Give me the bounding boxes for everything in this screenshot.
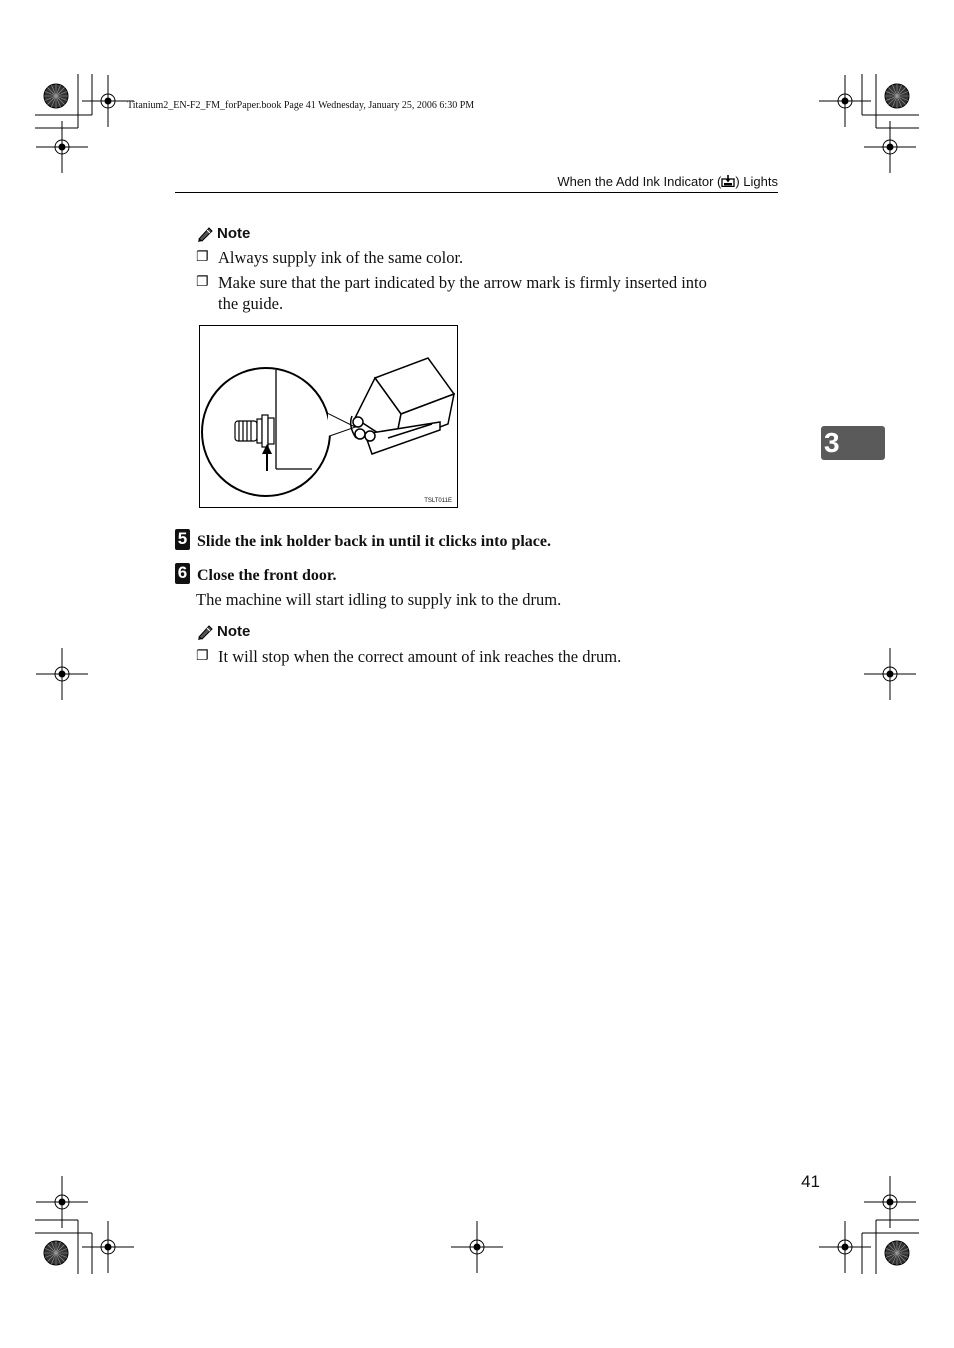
note-item-text: Always supply ink of the same color. [218, 248, 464, 267]
checkbox-bullet-icon: ❐ [196, 274, 209, 290]
pencil-icon [196, 624, 214, 640]
note-item [196, 646, 621, 667]
note-label: Note [217, 225, 251, 242]
note-heading [196, 225, 250, 242]
checkbox-bullet-icon: ❐ [196, 648, 209, 664]
note-item-text: It will stop when the correct amount of ink reaches the drum. [218, 647, 622, 666]
note-item-text: Make sure that the part indicated by the arrow mark is firmly inserted into [218, 273, 707, 292]
header-text-before: When the Add Ink Indicator ( [557, 174, 722, 189]
step-6 [175, 561, 337, 585]
note-label: Note [217, 623, 251, 640]
step-number-badge: 5 [175, 529, 190, 550]
step-5 [175, 527, 551, 551]
header-text-after: ) Lights [735, 174, 778, 189]
note-item-text: the guide. [218, 294, 284, 313]
checkbox-bullet-icon: ❐ [196, 249, 209, 265]
chapter-tab: 3 [821, 426, 885, 460]
step-body-text: The machine will start idling to supply ink to the drum. [196, 590, 562, 609]
ink-holder-illustration [200, 326, 457, 507]
step-number-badge: 6 [175, 563, 190, 584]
note-heading [196, 623, 250, 640]
step-text: Close the front door. [197, 567, 337, 584]
figure-code: TSLT011E [424, 498, 452, 504]
step-text: Slide the ink holder back in until it clicks into place. [197, 533, 551, 550]
note-item [196, 272, 707, 293]
note-item-continuation [218, 293, 283, 314]
pencil-icon [196, 226, 214, 242]
note-item [196, 247, 463, 268]
ink-holder-figure [199, 325, 458, 508]
page-number: 41 [801, 1172, 820, 1191]
book-info-line: Titanium2_EN-F2_FM_forPaper.book Page 41 Wednesday, January 25, 2006 6:30 PM [127, 100, 475, 111]
add-ink-icon [721, 175, 735, 187]
running-header [175, 174, 778, 193]
